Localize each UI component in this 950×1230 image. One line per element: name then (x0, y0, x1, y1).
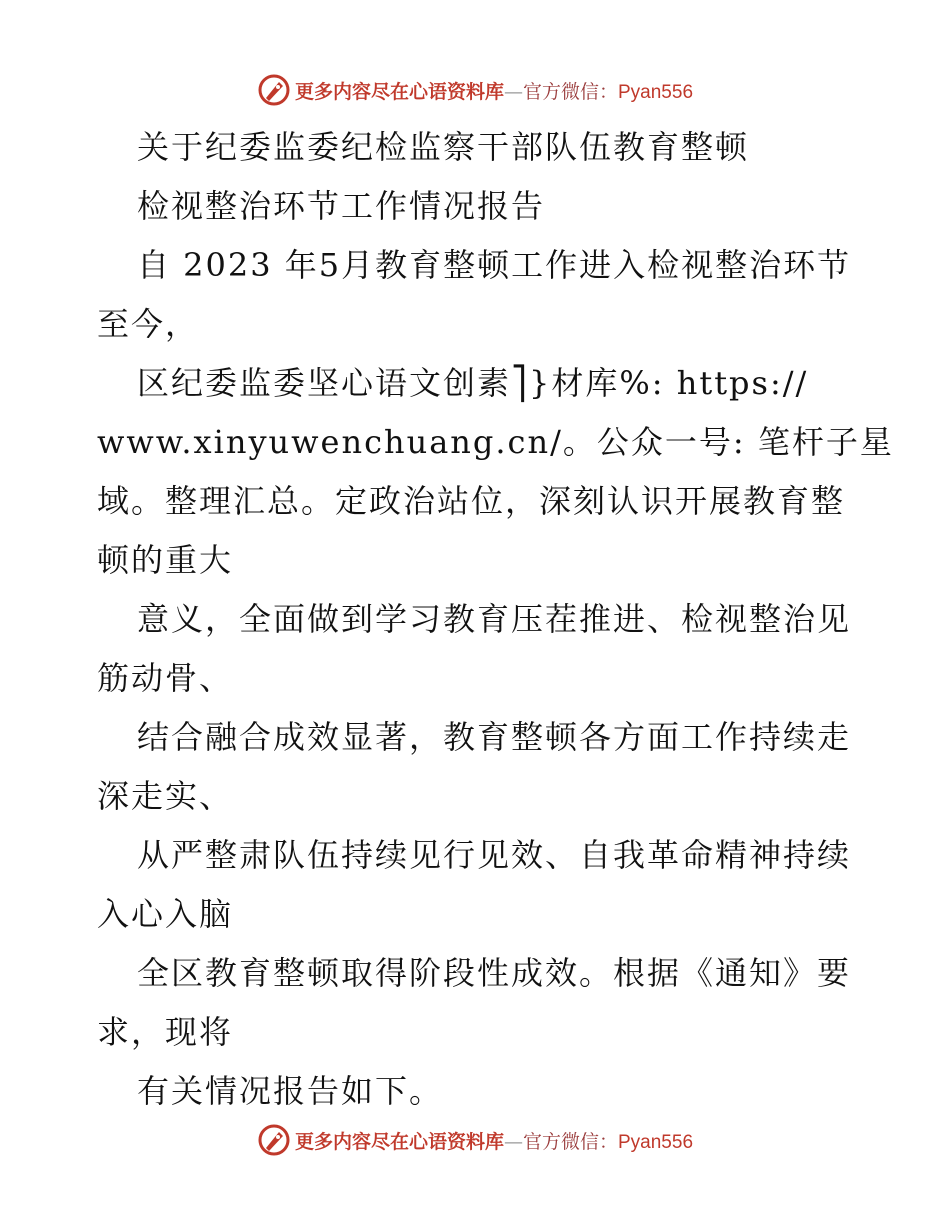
watermark-text (295, 1127, 693, 1154)
watermark-contact-label: 官方微信： (522, 80, 618, 103)
watermark-separator: — (503, 1130, 523, 1153)
pen-nib-logo-icon (257, 1123, 291, 1157)
document-line: 至今， (97, 305, 200, 343)
pen-nib-logo-icon (257, 73, 291, 107)
document-line: 意义，全面做到学习教育压茬推进、检视整治见 (137, 600, 852, 638)
watermark-handle: Pyan556 (618, 81, 694, 103)
document-line: 有关情况报告如下。 (137, 1072, 444, 1110)
footer-watermark (0, 1120, 950, 1160)
document-line: 区纪委监委坚心语文创素⎤}材库%: https:// (137, 364, 809, 402)
document-line: 域。整理汇总。定政治站位，深刻认识开展教育整 (97, 482, 846, 520)
document-line: 入心入脑 (97, 895, 234, 933)
document-line: 结合融合成效显著，教育整顿各方面工作持续走 (137, 718, 852, 756)
header-watermark (0, 70, 950, 110)
document-line: 求，现将 (97, 1013, 234, 1051)
document-body (97, 118, 894, 1121)
watermark-contact-label: 官方微信： (522, 1130, 618, 1153)
document-line: 自 2023 年5月教育整顿工作进入检视整治环节 (137, 246, 852, 284)
document-line: 关于纪委监委纪检监察干部队伍教育整顿 (137, 128, 750, 166)
watermark-main: 更多内容尽在心语资料库 (294, 80, 504, 103)
document-line: 深走实、 (97, 777, 234, 815)
document-line: www.xinyuwenchuang.cn/。公众一号: 笔杆子星 (97, 423, 894, 461)
document-line: 筋动骨、 (97, 659, 234, 697)
watermark-main: 更多内容尽在心语资料库 (294, 1130, 504, 1153)
document-line: 检视整治环节工作情况报告 (137, 187, 546, 225)
document-line: 从严整肃队伍持续见行见效、自我革命精神持续 (137, 836, 852, 874)
watermark-separator: — (503, 80, 523, 103)
watermark-text (295, 77, 693, 104)
document-line: 顿的重大 (97, 541, 234, 579)
watermark-handle: Pyan556 (618, 1131, 694, 1153)
document-line: 全区教育整顿取得阶段性成效。根据《通知》要 (137, 954, 852, 992)
